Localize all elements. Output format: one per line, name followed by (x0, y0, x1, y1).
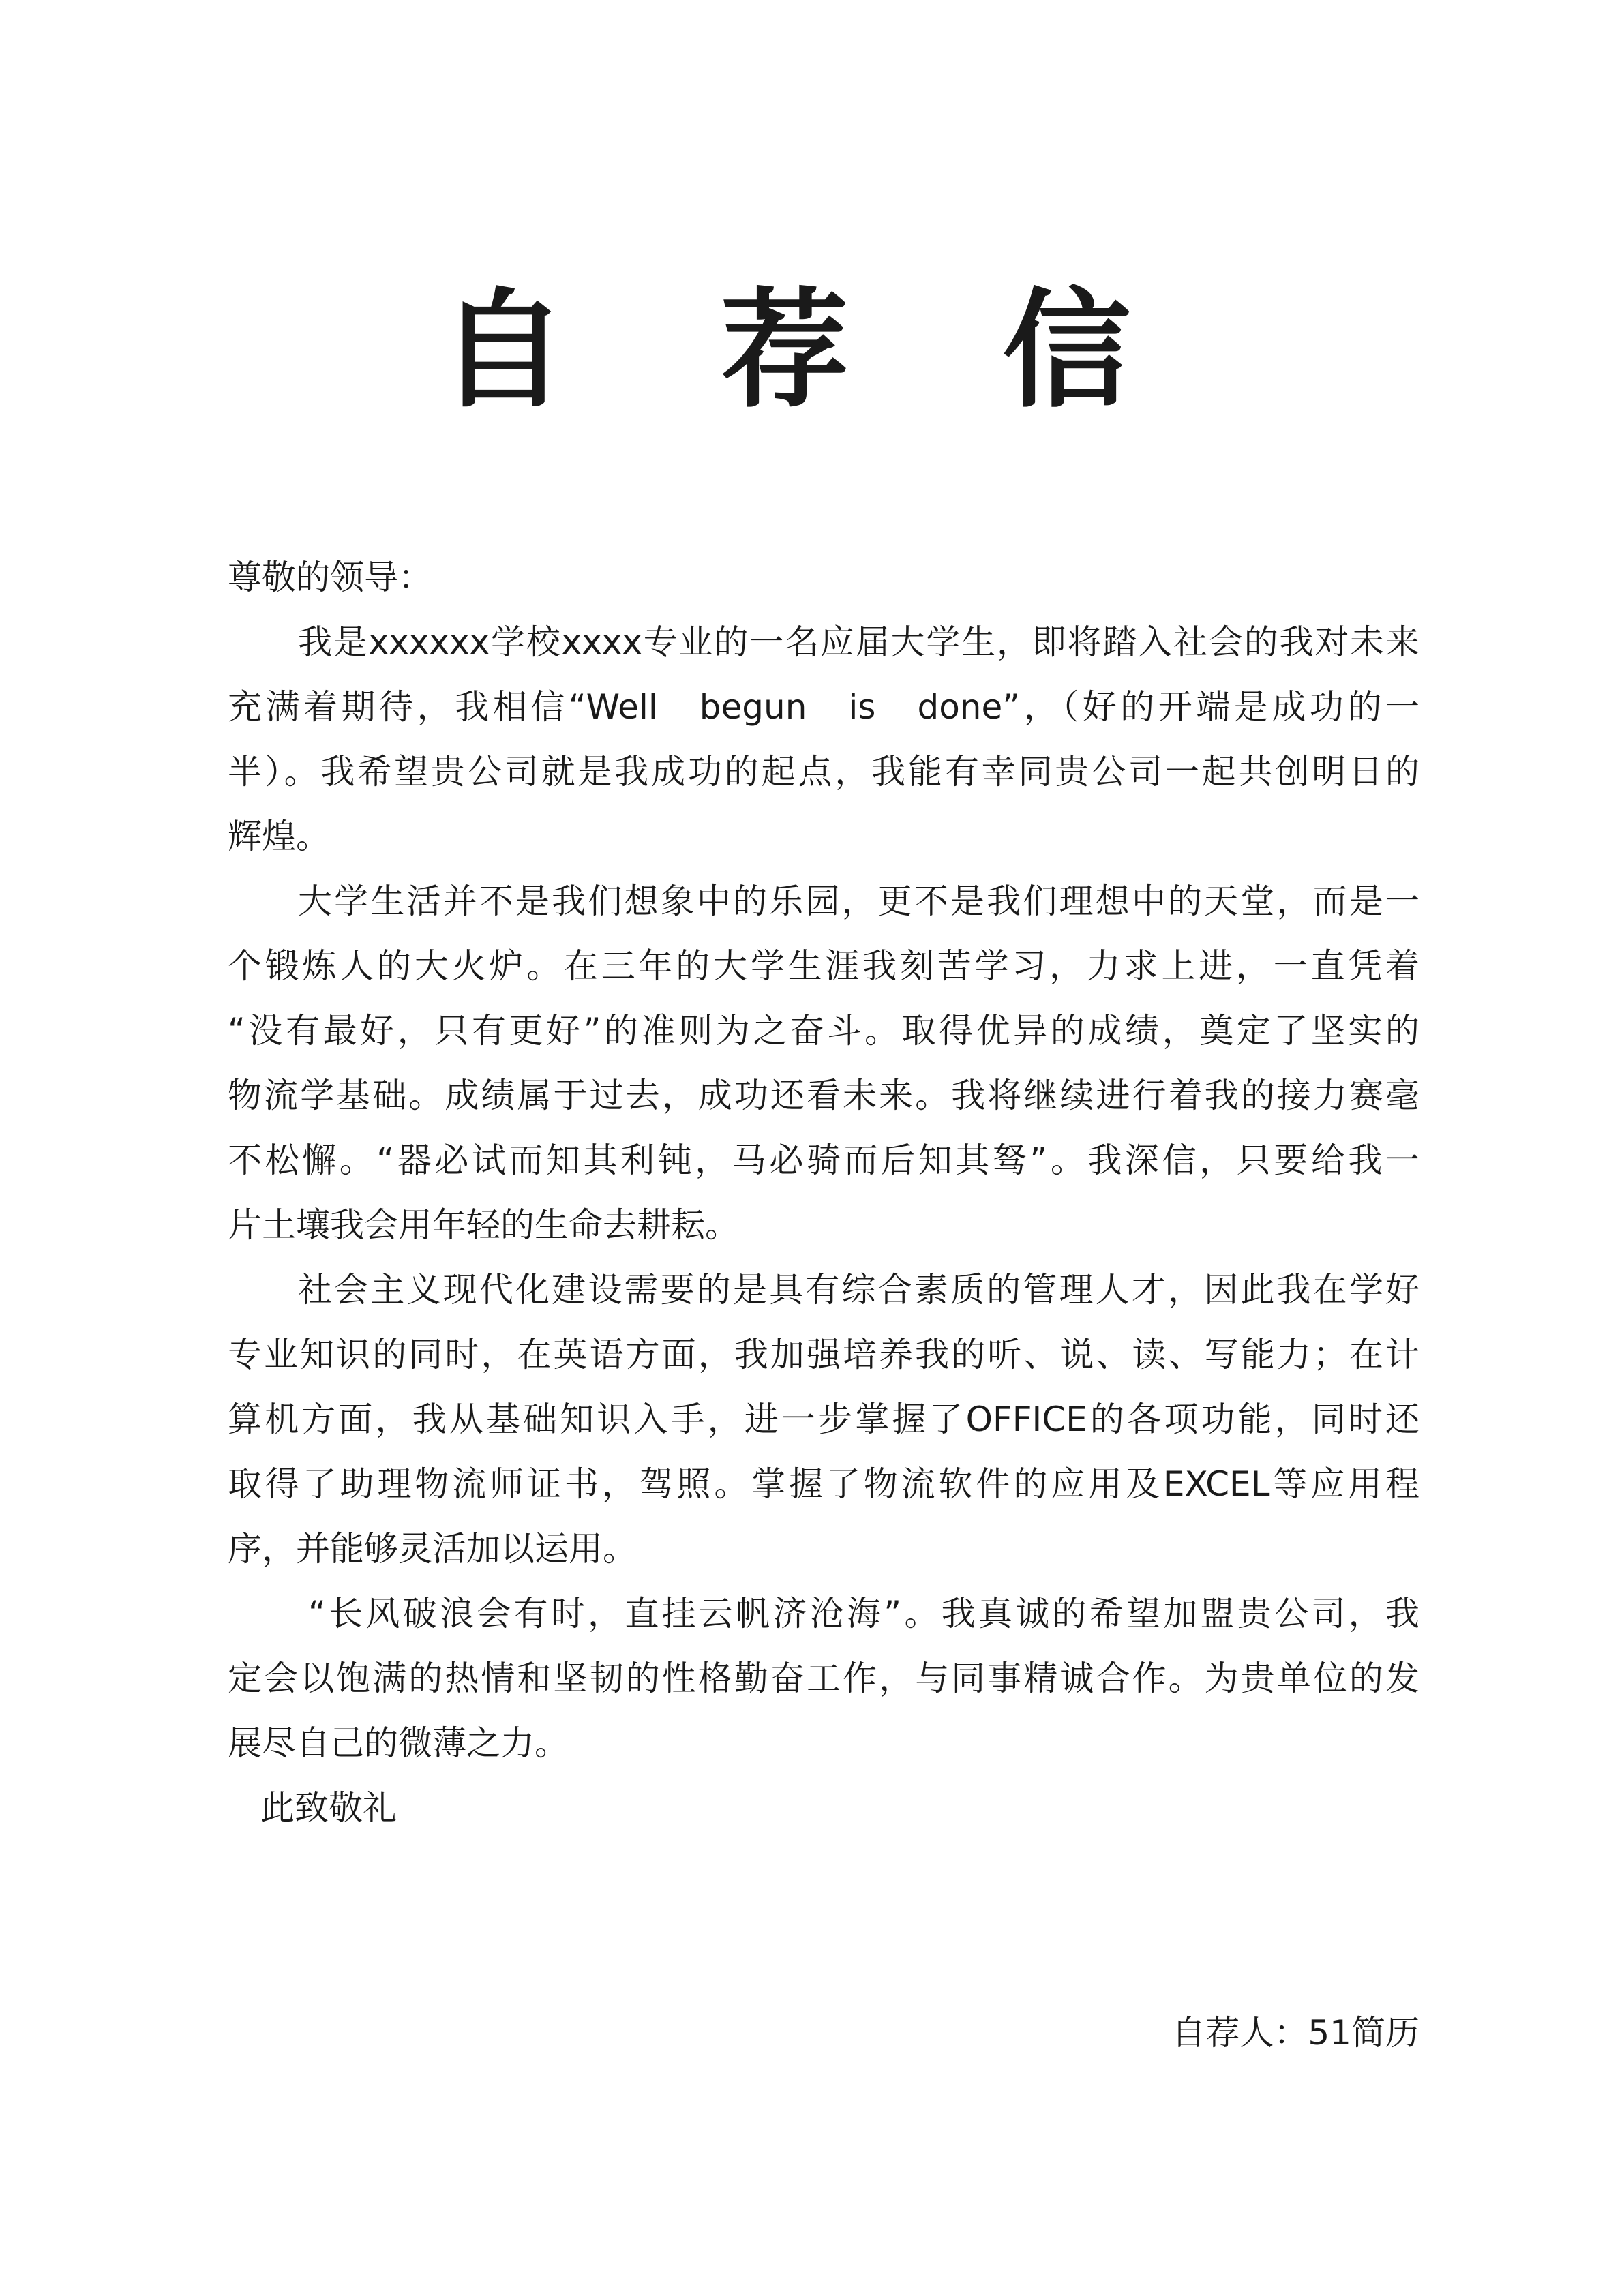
paragraph-2-line-5: 不松懈。“器必试而知其利钝，马必骑而后知其驽”。我深信，只要给我一 (228, 1141, 1419, 1180)
paragraph-1-line-4: 辉煌。 (228, 817, 330, 856)
paragraph-2-line-6: 片土壤我会用年轻的生命去耕耘。 (228, 1205, 739, 1245)
paragraph-4-line-1: “长风破浪会有时，直挂云帆济沧海”。我真诚的希望加盟贵公司，我 (308, 1594, 1419, 1633)
paragraph-1-line-1: 我是xxxxxx学校xxxx专业的一名应届大学生，即将踏入社会的我对未来 (298, 622, 1419, 662)
paragraph-2-line-2: 个锻炼人的大火炉。在三年的大学生涯我刻苦学习，力求上进，一直凭着 (228, 946, 1419, 986)
paragraph-2-line-1: 大学生活并不是我们想象中的乐园，更不是我们理想中的天堂，而是一 (298, 881, 1419, 921)
paragraph-2-line-4: 物流学基础。成绩属于过去，成功还看未来。我将继续进行着我的接力赛毫 (228, 1076, 1419, 1115)
paragraph-3-line-3: 算机方面，我从基础知识入手，进一步掌握了OFFICE的各项功能，同时还 (228, 1400, 1419, 1439)
paragraph-4-line-3: 展尽自己的微薄之力。 (228, 1723, 569, 1763)
paragraph-3-line-5: 序，并能够灵活加以运用。 (228, 1529, 637, 1569)
paragraph-3-line-2: 专业知识的同时，在英语方面，我加强培养我的听、说、读、写能力；在计 (228, 1335, 1419, 1374)
paragraph-3-line-1: 社会主义现代化建设需要的是具有综合素质的管理人才，因此我在学好 (298, 1270, 1419, 1310)
letter-title: 自 荐 信 (438, 276, 1186, 425)
paragraph-4-line-2: 定会以饱满的热情和坚韧的性格勤奋工作，与同事精诚合作。为贵单位的发 (228, 1659, 1419, 1698)
salutation: 尊敬的领导： (228, 558, 432, 597)
paragraph-2-line-3: “没有最好，只有更好”的准则为之奋斗。取得优异的成绩，奠定了坚实的 (228, 1011, 1419, 1051)
paragraph-3-line-4: 取得了助理物流师证书，驾照。掌握了物流软件的应用及EXCEL等应用程 (228, 1464, 1419, 1504)
letter-body (228, 545, 1419, 1841)
paragraph-1-line-2: 充满着期待，我相信“Well begun is done”，（好的开端是成功的一 (228, 687, 1419, 727)
signature: 自荐人：51简历 (1171, 2013, 1419, 2053)
paragraph-1-line-3: 半）。我希望贵公司就是我成功的起点，我能有幸同贵公司一起共创明日的 (228, 752, 1419, 791)
closing-line: 此致敬礼 (260, 1788, 397, 1828)
